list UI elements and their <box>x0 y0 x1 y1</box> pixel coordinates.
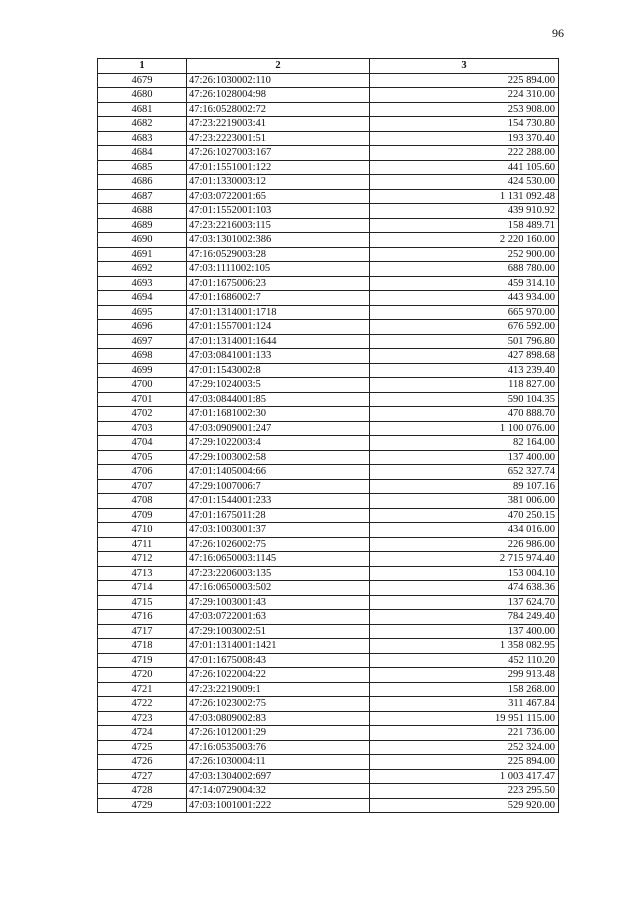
table-row <box>98 436 559 451</box>
table-row <box>98 755 559 770</box>
row-number-cell: 4702 <box>98 407 187 422</box>
cadastral-number-cell: 47:01:1551001:122 <box>187 160 370 175</box>
row-number-cell: 4723 <box>98 711 187 726</box>
cadastral-number-cell: 47:16:0529003:28 <box>187 247 370 262</box>
table-row <box>98 697 559 712</box>
amount-cell: 427 898.68 <box>370 349 559 364</box>
row-number-cell: 4690 <box>98 233 187 248</box>
table-row <box>98 726 559 741</box>
row-number-cell: 4684 <box>98 146 187 161</box>
column-header-2: 2 <box>187 59 370 74</box>
cadastral-number-cell: 47:01:1557001:124 <box>187 320 370 335</box>
row-number-cell: 4712 <box>98 552 187 567</box>
cadastral-number-cell: 47:16:0535003:76 <box>187 740 370 755</box>
cadastral-number-cell: 47:16:0650003:1145 <box>187 552 370 567</box>
row-number-cell: 4704 <box>98 436 187 451</box>
cadastral-number-cell: 47:01:1314001:1421 <box>187 639 370 654</box>
table-row <box>98 73 559 88</box>
table-row <box>98 784 559 799</box>
cadastral-number-cell: 47:03:1001001:222 <box>187 798 370 813</box>
row-number-cell: 4722 <box>98 697 187 712</box>
row-number-cell: 4691 <box>98 247 187 262</box>
row-number-cell: 4688 <box>98 204 187 219</box>
cadastral-number-cell: 47:03:0809002:83 <box>187 711 370 726</box>
amount-cell: 82 164.00 <box>370 436 559 451</box>
amount-cell: 676 592.00 <box>370 320 559 335</box>
row-number-cell: 4711 <box>98 537 187 552</box>
amount-cell: 441 105.60 <box>370 160 559 175</box>
cadastral-number-cell: 47:03:0722001:65 <box>187 189 370 204</box>
table-row <box>98 508 559 523</box>
row-number-cell: 4706 <box>98 465 187 480</box>
amount-cell: 299 913.48 <box>370 668 559 683</box>
table-row <box>98 711 559 726</box>
amount-cell: 688 780.00 <box>370 262 559 277</box>
cadastral-number-cell: 47:03:0844001:85 <box>187 392 370 407</box>
row-number-cell: 4701 <box>98 392 187 407</box>
table-row <box>98 102 559 117</box>
table-row <box>98 581 559 596</box>
cadastral-number-cell: 47:01:1543002:8 <box>187 363 370 378</box>
amount-cell: 381 006.00 <box>370 494 559 509</box>
table-row <box>98 653 559 668</box>
table-row <box>98 88 559 103</box>
cadastral-number-cell: 47:29:1022003:4 <box>187 436 370 451</box>
table-row <box>98 523 559 538</box>
row-number-cell: 4699 <box>98 363 187 378</box>
cadastral-number-cell: 47:23:2219009:1 <box>187 682 370 697</box>
cadastral-number-cell: 47:01:1405004:66 <box>187 465 370 480</box>
table-row <box>98 595 559 610</box>
row-number-cell: 4728 <box>98 784 187 799</box>
table-row <box>98 407 559 422</box>
table-row <box>98 798 559 813</box>
row-number-cell: 4725 <box>98 740 187 755</box>
page-number: 96 <box>552 26 564 40</box>
row-number-cell: 4697 <box>98 334 187 349</box>
row-number-cell: 4700 <box>98 378 187 393</box>
cadastral-number-cell: 47:03:0841001:133 <box>187 349 370 364</box>
row-number-cell: 4715 <box>98 595 187 610</box>
cadastral-number-cell: 47:03:1301002:386 <box>187 233 370 248</box>
cadastral-number-cell: 47:01:1675011:28 <box>187 508 370 523</box>
amount-cell: 590 104.35 <box>370 392 559 407</box>
table-row <box>98 320 559 335</box>
row-number-cell: 4705 <box>98 450 187 465</box>
amount-cell: 223 295.50 <box>370 784 559 799</box>
table-row <box>98 392 559 407</box>
row-number-cell: 4703 <box>98 421 187 436</box>
table-row <box>98 450 559 465</box>
cadastral-number-cell: 47:23:2206003:135 <box>187 566 370 581</box>
row-number-cell: 4718 <box>98 639 187 654</box>
row-number-cell: 4689 <box>98 218 187 233</box>
table-row <box>98 117 559 132</box>
cadastral-number-cell: 47:01:1544001:233 <box>187 494 370 509</box>
amount-cell: 222 288.00 <box>370 146 559 161</box>
cadastral-number-cell: 47:03:1304002:697 <box>187 769 370 784</box>
row-number-cell: 4686 <box>98 175 187 190</box>
cadastral-number-cell: 47:01:1552001:103 <box>187 204 370 219</box>
amount-cell: 1 100 076.00 <box>370 421 559 436</box>
amount-cell: 137 400.00 <box>370 624 559 639</box>
cadastral-number-cell: 47:26:1030004:11 <box>187 755 370 770</box>
table-row <box>98 465 559 480</box>
amount-cell: 434 016.00 <box>370 523 559 538</box>
table-row <box>98 276 559 291</box>
cadastral-number-cell: 47:14:0729004:32 <box>187 784 370 799</box>
amount-cell: 1 358 082.95 <box>370 639 559 654</box>
table-row <box>98 610 559 625</box>
amount-cell: 439 910.92 <box>370 204 559 219</box>
table-row <box>98 566 559 581</box>
row-number-cell: 4693 <box>98 276 187 291</box>
table-row <box>98 537 559 552</box>
amount-cell: 784 249.40 <box>370 610 559 625</box>
amount-cell: 19 951 115.00 <box>370 711 559 726</box>
amount-cell: 470 250.15 <box>370 508 559 523</box>
cadastral-number-cell: 47:26:1030002:110 <box>187 73 370 88</box>
row-number-cell: 4727 <box>98 769 187 784</box>
row-number-cell: 4681 <box>98 102 187 117</box>
row-number-cell: 4714 <box>98 581 187 596</box>
table-row <box>98 189 559 204</box>
table-row <box>98 494 559 509</box>
table-row <box>98 740 559 755</box>
row-number-cell: 4692 <box>98 262 187 277</box>
cadastral-number-cell: 47:26:1026002:75 <box>187 537 370 552</box>
table-row <box>98 349 559 364</box>
cadastral-number-cell: 47:23:2223001:51 <box>187 131 370 146</box>
amount-cell: 89 107.16 <box>370 479 559 494</box>
row-number-cell: 4716 <box>98 610 187 625</box>
cadastral-number-cell: 47:29:1024003:5 <box>187 378 370 393</box>
row-number-cell: 4687 <box>98 189 187 204</box>
table-body <box>98 73 559 813</box>
column-header-3: 3 <box>370 59 559 74</box>
amount-cell: 652 327.74 <box>370 465 559 480</box>
row-number-cell: 4720 <box>98 668 187 683</box>
cadastral-number-cell: 47:01:1686002:7 <box>187 291 370 306</box>
table-row <box>98 479 559 494</box>
amount-cell: 424 530.00 <box>370 175 559 190</box>
amount-cell: 193 370.40 <box>370 131 559 146</box>
table-row <box>98 363 559 378</box>
table-row <box>98 639 559 654</box>
row-number-cell: 4709 <box>98 508 187 523</box>
cadastral-number-cell: 47:01:1675008:43 <box>187 653 370 668</box>
cadastral-number-cell: 47:29:1007006:7 <box>187 479 370 494</box>
amount-cell: 1 131 092.48 <box>370 189 559 204</box>
amount-cell: 221 736.00 <box>370 726 559 741</box>
row-number-cell: 4682 <box>98 117 187 132</box>
cadastral-number-cell: 47:26:1012001:29 <box>187 726 370 741</box>
cadastral-number-cell: 47:01:1314001:1718 <box>187 305 370 320</box>
row-number-cell: 4707 <box>98 479 187 494</box>
cadastral-number-cell: 47:01:1314001:1644 <box>187 334 370 349</box>
cadastral-number-cell: 47:26:1022004:22 <box>187 668 370 683</box>
amount-cell: 529 920.00 <box>370 798 559 813</box>
table-row <box>98 291 559 306</box>
row-number-cell: 4698 <box>98 349 187 364</box>
amount-cell: 501 796.80 <box>370 334 559 349</box>
table-row <box>98 204 559 219</box>
row-number-cell: 4729 <box>98 798 187 813</box>
table-row <box>98 552 559 567</box>
table-row <box>98 334 559 349</box>
table-row <box>98 262 559 277</box>
cadastral-number-cell: 47:26:1028004:98 <box>187 88 370 103</box>
amount-cell: 452 110.20 <box>370 653 559 668</box>
cadastral-number-cell: 47:29:1003001:43 <box>187 595 370 610</box>
amount-cell: 158 489.71 <box>370 218 559 233</box>
amount-cell: 470 888.70 <box>370 407 559 422</box>
row-number-cell: 4717 <box>98 624 187 639</box>
row-number-cell: 4708 <box>98 494 187 509</box>
row-number-cell: 4721 <box>98 682 187 697</box>
row-number-cell: 4724 <box>98 726 187 741</box>
row-number-cell: 4726 <box>98 755 187 770</box>
cadastral-number-cell: 47:01:1330003:12 <box>187 175 370 190</box>
registry-table <box>97 58 559 813</box>
table-row <box>98 131 559 146</box>
cadastral-number-cell: 47:29:1003002:51 <box>187 624 370 639</box>
row-number-cell: 4696 <box>98 320 187 335</box>
amount-cell: 2 220 160.00 <box>370 233 559 248</box>
amount-cell: 137 400.00 <box>370 450 559 465</box>
table-row <box>98 233 559 248</box>
row-number-cell: 4694 <box>98 291 187 306</box>
amount-cell: 158 268.00 <box>370 682 559 697</box>
cadastral-number-cell: 47:29:1003002:58 <box>187 450 370 465</box>
amount-cell: 2 715 974.40 <box>370 552 559 567</box>
table-row <box>98 378 559 393</box>
cadastral-number-cell: 47:01:1675006:23 <box>187 276 370 291</box>
table-row <box>98 668 559 683</box>
table-row <box>98 624 559 639</box>
amount-cell: 252 900.00 <box>370 247 559 262</box>
amount-cell: 474 638.36 <box>370 581 559 596</box>
cadastral-number-cell: 47:01:1681002:30 <box>187 407 370 422</box>
amount-cell: 225 894.00 <box>370 755 559 770</box>
amount-cell: 253 908.00 <box>370 102 559 117</box>
cadastral-number-cell: 47:16:0650003:502 <box>187 581 370 596</box>
amount-cell: 413 239.40 <box>370 363 559 378</box>
row-number-cell: 4695 <box>98 305 187 320</box>
amount-cell: 224 310.00 <box>370 88 559 103</box>
table-row <box>98 218 559 233</box>
amount-cell: 154 730.80 <box>370 117 559 132</box>
cadastral-number-cell: 47:26:1027003:167 <box>187 146 370 161</box>
cadastral-number-cell: 47:16:0528002:72 <box>187 102 370 117</box>
amount-cell: 137 624.70 <box>370 595 559 610</box>
amount-cell: 225 894.00 <box>370 73 559 88</box>
cadastral-number-cell: 47:26:1023002:75 <box>187 697 370 712</box>
row-number-cell: 4713 <box>98 566 187 581</box>
cadastral-number-cell: 47:03:1111002:105 <box>187 262 370 277</box>
table-row <box>98 146 559 161</box>
amount-cell: 311 467.84 <box>370 697 559 712</box>
row-number-cell: 4719 <box>98 653 187 668</box>
amount-cell: 226 986.00 <box>370 537 559 552</box>
table-row <box>98 682 559 697</box>
cadastral-number-cell: 47:03:0909001:247 <box>187 421 370 436</box>
table-row <box>98 305 559 320</box>
cadastral-number-cell: 47:03:0722001:63 <box>187 610 370 625</box>
row-number-cell: 4683 <box>98 131 187 146</box>
row-number-cell: 4685 <box>98 160 187 175</box>
table-row <box>98 175 559 190</box>
table-row <box>98 421 559 436</box>
column-header-1: 1 <box>98 59 187 74</box>
table-row <box>98 160 559 175</box>
row-number-cell: 4679 <box>98 73 187 88</box>
amount-cell: 153 004.10 <box>370 566 559 581</box>
cadastral-number-cell: 47:23:2216003:115 <box>187 218 370 233</box>
amount-cell: 1 003 417.47 <box>370 769 559 784</box>
table-row <box>98 247 559 262</box>
amount-cell: 459 314.10 <box>370 276 559 291</box>
amount-cell: 443 934.00 <box>370 291 559 306</box>
amount-cell: 252 324.00 <box>370 740 559 755</box>
amount-cell: 665 970.00 <box>370 305 559 320</box>
amount-cell: 118 827.00 <box>370 378 559 393</box>
table-row <box>98 769 559 784</box>
cadastral-number-cell: 47:03:1003001:37 <box>187 523 370 538</box>
table-header-row <box>98 59 559 74</box>
row-number-cell: 4710 <box>98 523 187 538</box>
cadastral-number-cell: 47:23:2219003:41 <box>187 117 370 132</box>
row-number-cell: 4680 <box>98 88 187 103</box>
